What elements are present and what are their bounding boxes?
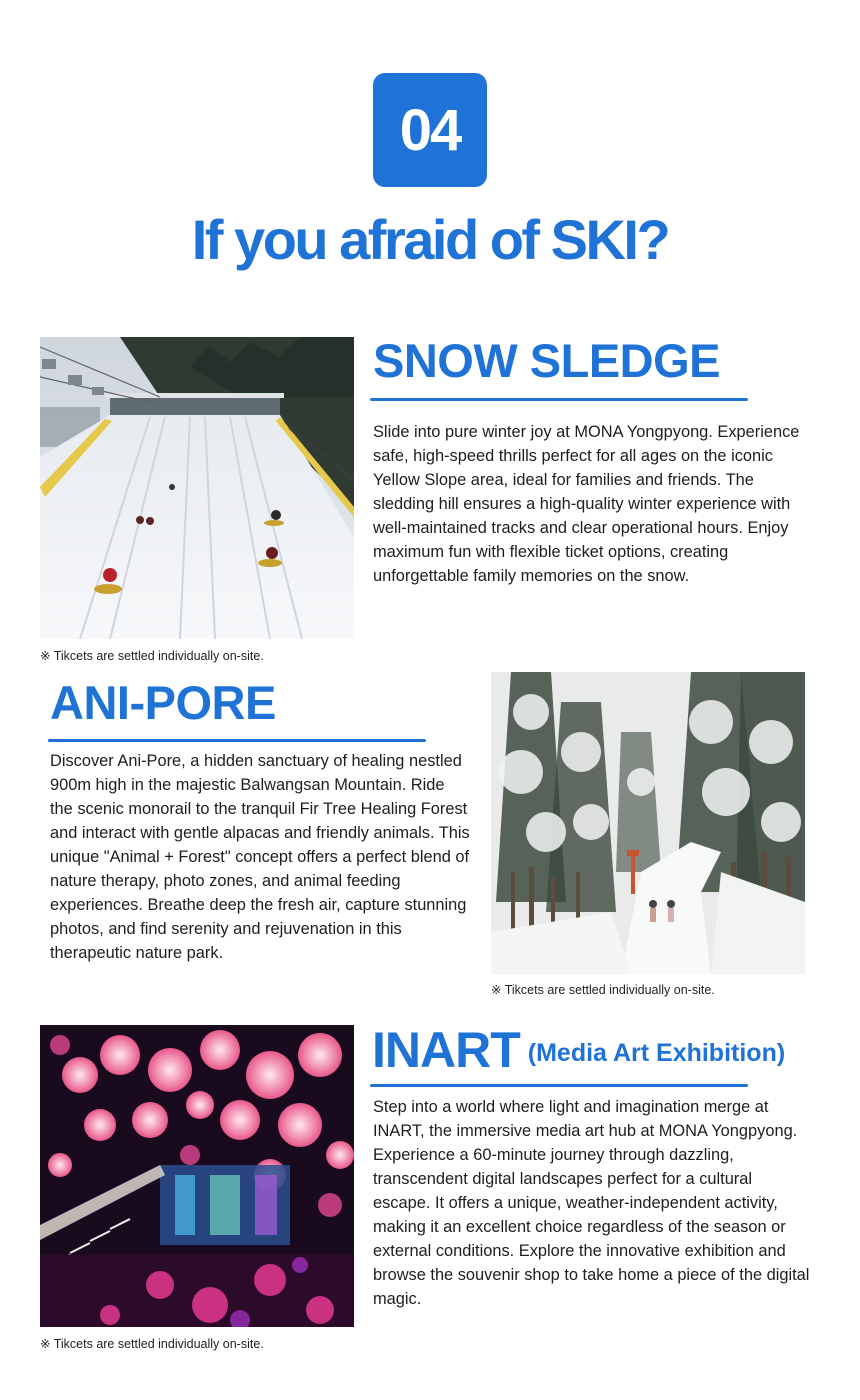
ani-pore-title-text: ANI-PORE	[50, 676, 276, 729]
inart-title-text: INART	[372, 1022, 520, 1078]
inart-description: Step into a world where light and imagination merge at INART, the immersive media art hub at MONA Yongpyong. Experience a 60-minute journey through dazzling, transcendent digital landscapes perfect for a cultural escape. It offers a unique, weather-independent activity, making it an excellent choice regardless of the season or external conditions. Explore the innovative exhibition and browse the souvenir shop to take home a piece of the digital magic.	[373, 1098, 810, 1308]
snow-sledge-ticket-note: ※ Tikcets are settled individually on-site.	[40, 649, 264, 663]
inart-photo	[40, 1025, 354, 1327]
snow-sledge-title	[373, 333, 720, 389]
snow-sledge-title-text: SNOW SLEDGE	[373, 334, 721, 387]
ani-pore-photo	[491, 672, 805, 974]
inart-title	[372, 1022, 785, 1081]
inart-underline	[370, 1084, 748, 1087]
ani-pore-underline	[48, 739, 426, 742]
snow-sledge-photo	[40, 337, 354, 639]
inart-ticket-note: ※ Tikcets are settled individually on-site.	[40, 1337, 264, 1351]
section-number-badge: 04	[373, 73, 487, 187]
ani-pore-description: Discover Ani-Pore, a hidden sanctuary of healing nestled 900m high in the majestic Balwangsan Mountain. Ride the scenic monorail to the tranquil Fir Tree Healing Forest and interact with gentle alpacas and friendly animals. This unique "Animal + Forest" concept offers a perfect blend of nature therapy, photo zones, and animal feeding experiences. Breathe deep the fresh air, capture stunning photos, and find serenity and rejuvenation in this therapeutic nature park.	[50, 752, 470, 962]
page-title: If you afraid of SKI?	[191, 208, 669, 271]
snow-sledge-description: Slide into pure winter joy at MONA Yongpyong. Experience safe, high-speed thrills perfect for all ages on the iconic Yellow Slope area, ideal for families and friends. The sledding hill ensures a high-quality winter experience with well-maintained tracks and clear operational hours. Enjoy maximum fun with flexible ticket options, creating unforgettable family memories on the snow.	[373, 423, 800, 585]
ani-pore-title	[50, 675, 276, 731]
snow-sledge-underline	[370, 398, 748, 401]
inart-subtitle: (Media Art Exhibition)	[527, 1039, 786, 1067]
ani-pore-ticket-note: ※ Tikcets are settled individually on-site.	[491, 983, 715, 997]
